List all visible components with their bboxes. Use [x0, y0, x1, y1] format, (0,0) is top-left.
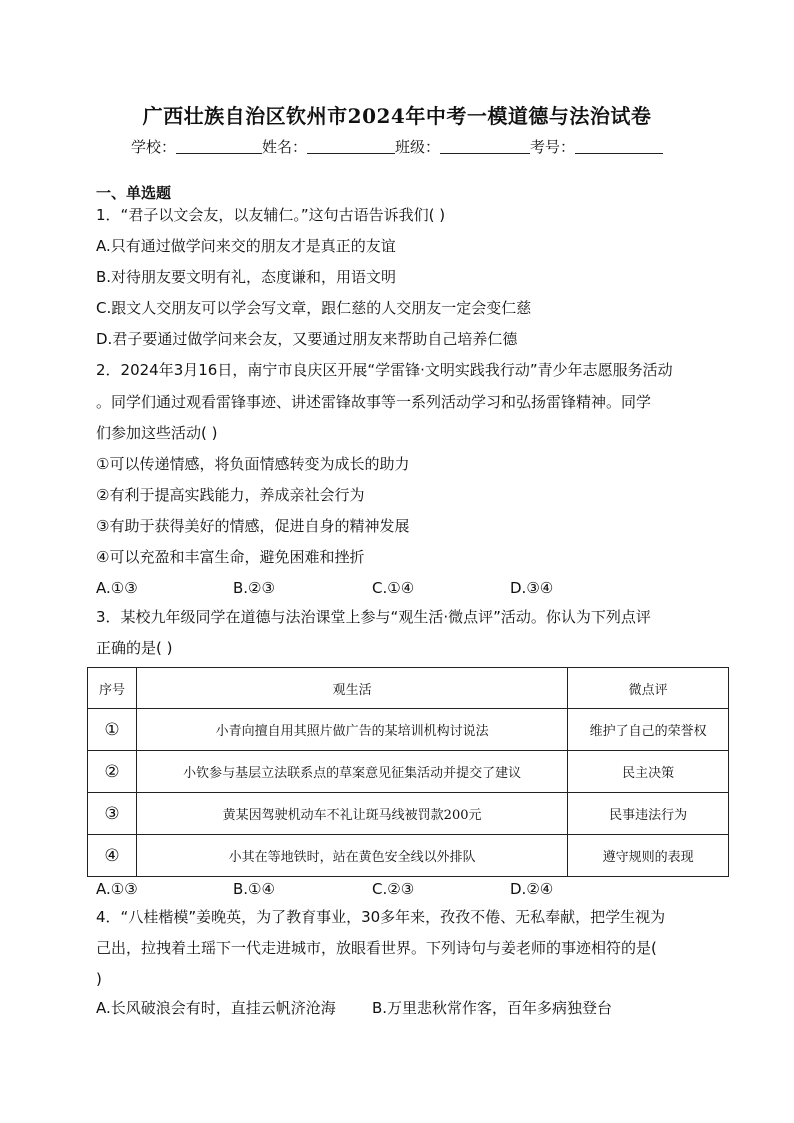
- student-info-row: [0, 136, 794, 157]
- q2-item-2: ②有利于提高实践能力，养成亲社会行为: [96, 486, 365, 504]
- table-header-row: [88, 668, 729, 709]
- row-comment: 遵守规则的表现: [568, 835, 729, 877]
- number-label: 考号：: [530, 138, 576, 156]
- row-number: ①: [88, 709, 137, 751]
- table-row: [88, 835, 729, 877]
- name-label: 姓名：: [261, 138, 307, 156]
- observation-table: [87, 667, 729, 877]
- q2-stem-line1: 2．2024年3月16日，南宁市良庆区开展“学雷锋·文明实践我行动”青少年志愿服务活动: [96, 361, 673, 379]
- row-life: 小其在等地铁时，站在黄色安全线以外排队: [136, 835, 567, 877]
- q4-stem-line3: ): [96, 970, 102, 988]
- q4-stem-line1: 4．“八桂楷模”姜晚英，为了教育事业，30多年来，孜孜不倦、无私奉献，把学生视为: [96, 908, 666, 926]
- q2-option-a[interactable]: A.①③: [96, 579, 138, 597]
- q1-option-c[interactable]: C.跟文人交朋友可以学会写文章，跟仁慈的人交朋友一定会变仁慈: [96, 299, 532, 317]
- row-comment: 民事违法行为: [568, 793, 729, 835]
- school-label: 学校：: [130, 138, 176, 156]
- header-number: 序号: [88, 668, 137, 709]
- q3-option-b[interactable]: B.①④: [233, 880, 275, 898]
- q4-stem-line2: 己出，拉拽着土瑶下一代走进城市，放眼看世界。下列诗句与姜老师的事迹相符的是(: [96, 939, 657, 957]
- q1-option-d[interactable]: D.君子要通过做学问来会友，又要通过朋友来帮助自己培养仁德: [96, 330, 518, 348]
- row-comment: 民主决策: [568, 751, 729, 793]
- q2-stem-line3: 们参加这些活动( ): [96, 424, 218, 442]
- table-row: [88, 751, 729, 793]
- q2-option-b[interactable]: B.②③: [233, 579, 275, 597]
- table-row: [88, 793, 729, 835]
- row-number: ③: [88, 793, 137, 835]
- q1-stem: 1．“君子以文会友，以友辅仁。”这句古语告诉我们( ): [96, 206, 446, 224]
- class-blank[interactable]: [440, 139, 530, 154]
- q3-stem-line1: 3．某校九年级同学在道德与法治课堂上参与“观生活·微点评”活动。你认为下列点评: [96, 608, 651, 626]
- q4-option-b[interactable]: B.万里悲秋常作客，百年多病独登台: [372, 999, 613, 1017]
- q2-stem-line2: 。同学们通过观看雷锋事迹、讲述雷锋故事等一系列活动学习和弘扬雷锋精神。同学: [96, 393, 652, 411]
- q2-item-1: ①可以传递情感，将负面情感转变为成长的助力: [96, 455, 410, 473]
- class-label: 班级：: [395, 138, 441, 156]
- row-life: 黄某因驾驶机动车不礼让斑马线被罚款200元: [136, 793, 567, 835]
- q3-option-a[interactable]: A.①③: [96, 880, 138, 898]
- exam-title: 广西壮族自治区钦州市2024年中考一模道德与法治试卷: [142, 104, 652, 128]
- q3-stem-line2: 正确的是( ): [96, 639, 173, 657]
- q3-option-c[interactable]: C.②③: [372, 880, 415, 898]
- row-life: 小青向擅自用其照片做广告的某培训机构讨说法: [136, 709, 567, 751]
- row-comment: 维护了自己的荣誉权: [568, 709, 729, 751]
- school-blank[interactable]: [176, 139, 262, 154]
- name-blank[interactable]: [307, 139, 395, 154]
- q2-item-4: ④可以充盈和丰富生命，避免困难和挫折: [96, 548, 365, 566]
- header-comment: 微点评: [568, 668, 729, 709]
- row-number: ②: [88, 751, 137, 793]
- row-life: 小钦参与基层立法联系点的草案意见征集活动并提交了建议: [136, 751, 567, 793]
- q3-option-d[interactable]: D.②④: [510, 880, 554, 898]
- q1-option-b[interactable]: B.对待朋友要文明有礼，态度谦和，用语文明: [96, 268, 397, 286]
- q2-option-c[interactable]: C.①④: [372, 579, 415, 597]
- q2-item-3: ③有助于获得美好的情感，促进自身的精神发展: [96, 517, 410, 535]
- number-blank[interactable]: [575, 139, 663, 154]
- row-number: ④: [88, 835, 137, 877]
- q1-option-a[interactable]: A.只有通过做学问来交的朋友才是真正的友谊: [96, 237, 396, 255]
- section-heading: 一、单选题: [96, 184, 172, 202]
- header-life: 观生活: [136, 668, 567, 709]
- q2-option-d[interactable]: D.③④: [510, 579, 554, 597]
- q4-option-a[interactable]: A.长风破浪会有时，直挂云帆济沧海: [96, 999, 336, 1017]
- table-row: [88, 709, 729, 751]
